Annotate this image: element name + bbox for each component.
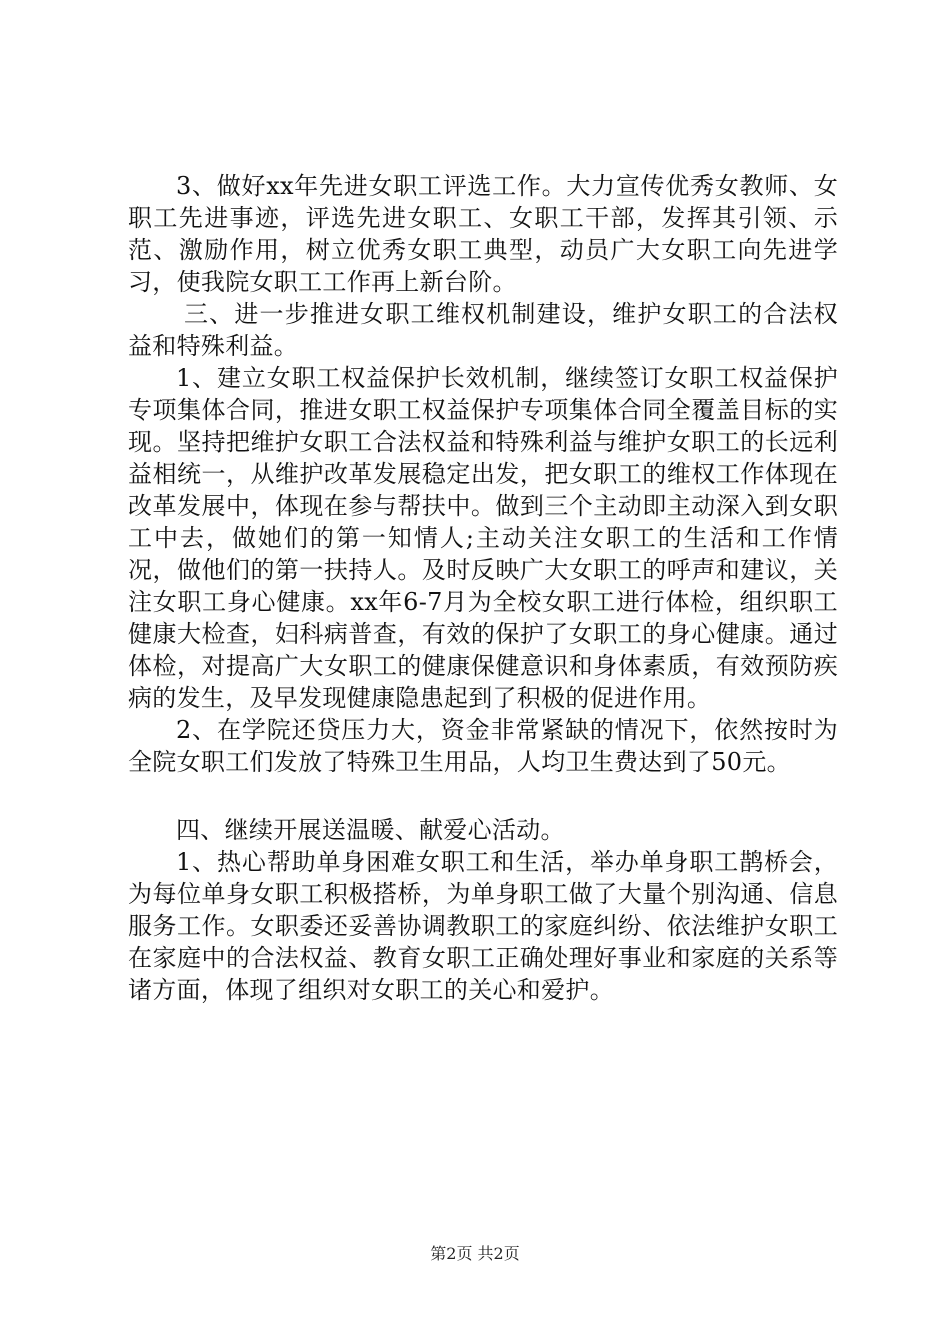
- paragraph-single-staff-help: 1、热心帮助单身困难女职工和生活，举办单身职工鹊桥会，为每位单身女职工积极搭桥，为单身职工做了大量个别沟通、信息服务工作。女职委还妥善协调教职工的家庭纠纷、依法维护女职工在家庭中的合法权益、教育女职工正确处理好事业和家庭的关系等诸方面，体现了组织对女职工的关心和爱护。: [128, 848, 838, 1004]
- paragraph-advanced-selection: 3、做好xx年先进女职工评选工作。大力宣传优秀女教师、女职工先进事迹，评选先进女职工、女职工干部，发挥其引领、示范、激励作用，树立优秀女职工典型，动员广大女职工向先进学习，使我院女职工工作再上新台阶。: [128, 172, 838, 296]
- paragraph-spacer: [128, 778, 838, 814]
- paragraph-sanitary-supplies: 2、在学院还贷压力大，资金非常紧缺的情况下，依然按时为全院女职工们发放了特殊卫生用品，人均卫生费达到了50元。: [128, 716, 838, 776]
- paragraph-rights-mechanism: 1、建立女职工权益保护长效机制，继续签订女职工权益保护专项集体合同，推进女职工权益保护专项集体合同全覆盖目标的实现。坚持把维护女职工合法权益和特殊利益与维护女职工的长远利益相统一，从维护改革发展稳定出发，把女职工的维权工作体现在改革发展中，体现在参与帮扶中。做到三个主动即主动深入到女职工中去，做她们的第一知情人;主动关注女职工的生活和工作情况，做他们的第一扶持人。及时反映广大女职工的呼声和建议，关注女职工身心健康。xx年6-7月为全校女职工进行体检，组织职工健康大检查，妇科病普查，有效的保护了女职工的身心健康。通过体检，对提高广大女职工的健康保健意识和身体素质，有效预防疾病的发生，及早发现健康隐患起到了积极的促进作用。: [128, 364, 838, 712]
- page-body: [128, 170, 838, 1006]
- section-heading-rights-protection: 三、进一步推进女职工维权机制建设，维护女职工的合法权益和特殊利益。: [128, 300, 838, 360]
- section-heading-warmth-activities: 四、继续开展送温暖、献爱心活动。: [176, 816, 565, 844]
- page-number-footer: 第2页 共2页: [430, 1244, 520, 1263]
